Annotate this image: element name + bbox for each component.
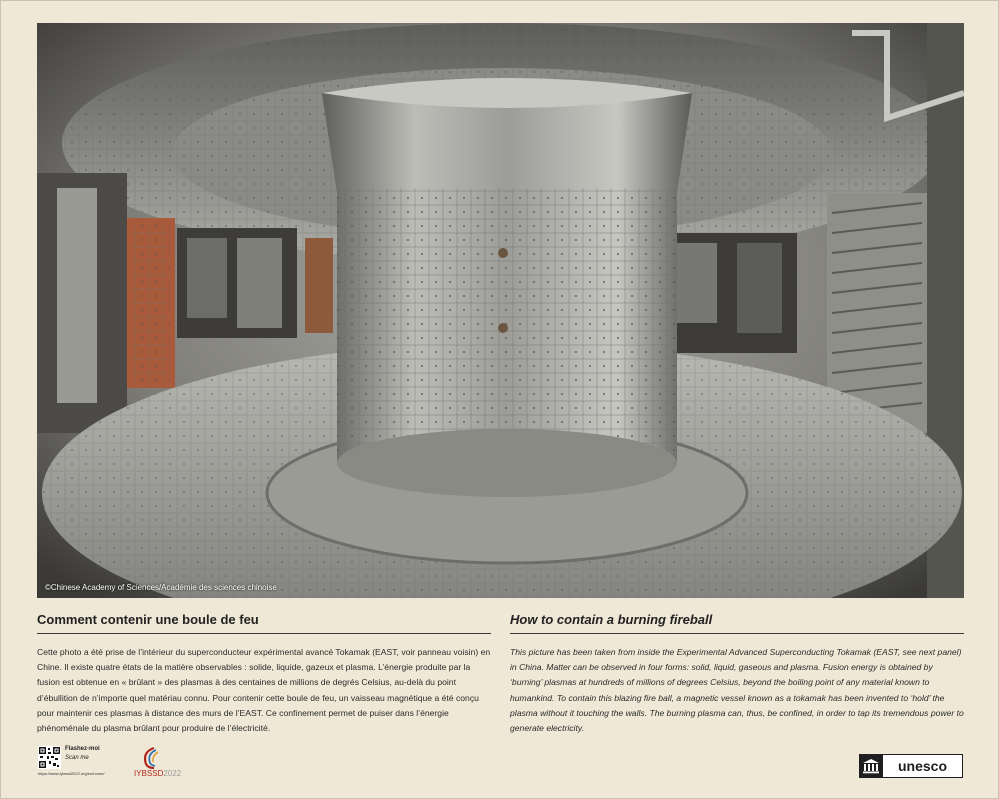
- english-body: This picture has been taken from inside the Experimental Advanced Superconducting Tokamak (EAST, see next panel) in China. Matter can be observed in four forms: solid, liquid, gaseous and plasma. Fusion energy is obtained by ‘burning’ plasmas at hundreds of millions of degrees Celsius, beyond the boiling point of any material known to humankind. To contain this blazing fire ball, a magnetic vessel known as a tokamak has been invented to ‘hold’ the plasma without it touching the walls. The burning plasma can, thus, be confined, in order to tap its tremendous power to generate electricity.: [510, 647, 964, 734]
- tokamak-illustration: [37, 23, 964, 598]
- scan-me-fr: Flashez-moi: [65, 746, 100, 752]
- photo-credit: ©Chinese Academy of Sciences/Académie des sciences chinoise: [45, 583, 277, 592]
- unesco-logo: [859, 754, 963, 778]
- iybssd-year: 2022: [163, 769, 182, 778]
- iybssd-name: IYBSSD: [134, 769, 164, 778]
- unesco-wordmark: unesco: [883, 755, 962, 777]
- unesco-temple-icon: [859, 754, 883, 778]
- qr-code-icon[interactable]: [38, 746, 61, 769]
- scan-me-label: [65, 745, 100, 763]
- english-title: How to contain a burning fireball: [510, 612, 964, 634]
- french-title: Comment contenir une boule de feu: [37, 612, 491, 634]
- french-body: Cette photo a été prise de l’intérieur du superconducteur expérimental avancé Tokamak (EAST, voir panneau voisin) en Chine. Il existe quatre états de la matière observables : solide, liquide, gazeux et plasma. L’énergie produite par la fusion est obtenue en « brûlant » des plasmas à des centaines de millions de degrés Celsius, au-delà du point d’ébullition de n’importe quel matériau connu. Pour contenir cette boule de feu, un vaisseau magnétique a été conçu pour maintenir ces plasmas à distance des murs de l’EAST. Ce confinement permet de puiser dans l’énergie phénoménale du plasma brûlant pour produire de l’électricité.: [37, 647, 491, 734]
- iybssd-wordmark: [134, 769, 181, 778]
- iybssd-url[interactable]: https://www.iybssd2022.org/en/home/: [38, 771, 105, 776]
- scan-me-en: Scan me: [65, 755, 89, 761]
- tokamak-photo: [37, 23, 964, 598]
